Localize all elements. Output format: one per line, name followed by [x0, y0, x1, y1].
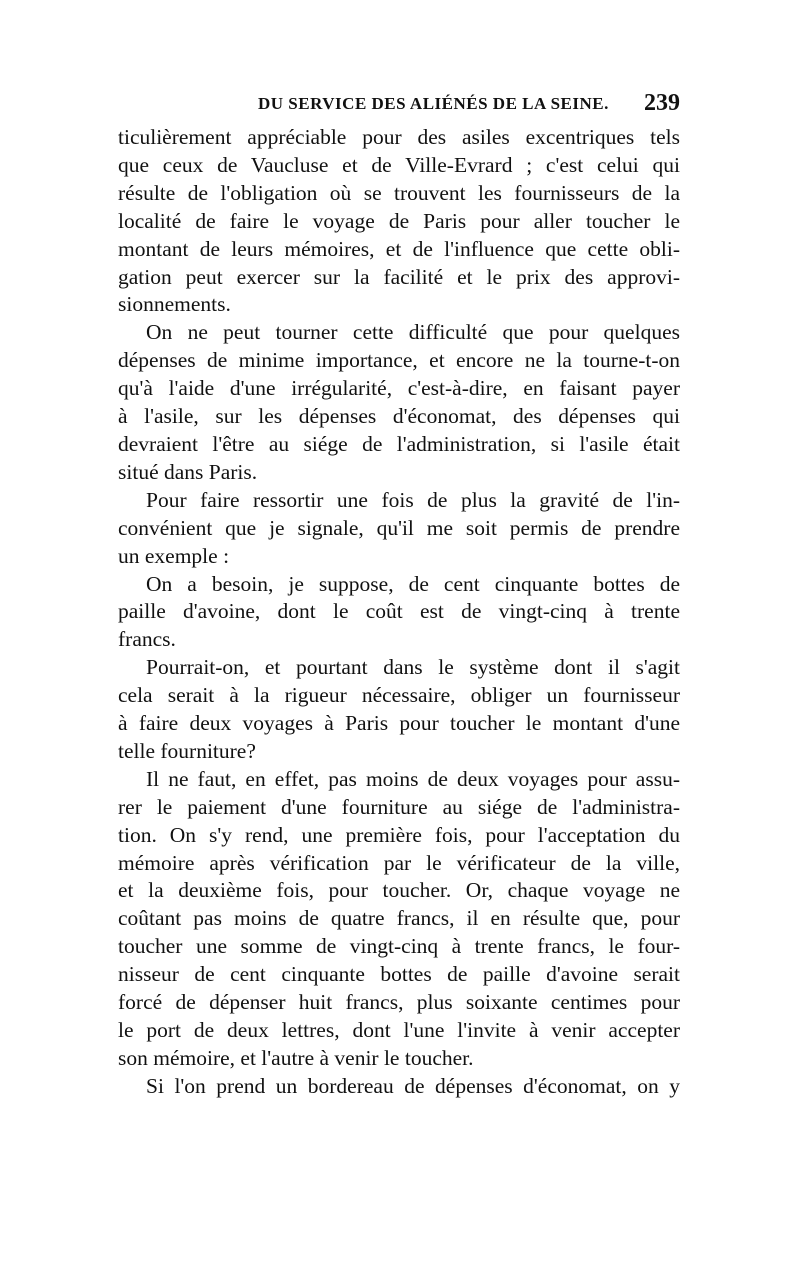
text-line: Il ne faut, en effet, pas moins de deux voyages pour assu- — [146, 766, 680, 791]
paragraph — [118, 654, 680, 766]
text-line: toucher une somme de vingt-cinq à trente francs, le four- — [118, 934, 680, 959]
text-line: situé dans Paris. — [118, 459, 258, 484]
text-line: Pourrait-on, et pourtant dans le système dont il s'agit — [146, 655, 680, 680]
text-line: son mémoire, et l'autre à venir le toucher. — [118, 1045, 474, 1070]
text-line: tion. On s'y rend, une première fois, pour l'acceptation du — [118, 822, 680, 847]
paragraph — [118, 766, 680, 1073]
text-line: un exemple : — [118, 543, 230, 568]
paragraph — [118, 124, 680, 319]
text-line: sionnements. — [118, 292, 231, 317]
text-line: dépenses de minime importance, et encore ne la tourne-t-on — [118, 348, 680, 373]
text-line: résulte de l'obligation où se trouvent les fournisseurs de la — [118, 180, 680, 205]
text-line: devraient l'être au siége de l'administration, si l'asile était — [118, 431, 680, 456]
text-line: cela serait à la rigueur nécessaire, obliger un fournisseur — [118, 683, 680, 708]
paragraph — [118, 571, 680, 655]
text-line: et la deuxième fois, pour toucher. Or, chaque voyage ne — [118, 878, 680, 903]
text-line: Si l'on prend un bordereau de dépenses d'économat, on y — [146, 1073, 680, 1098]
text-line: à l'asile, sur les dépenses d'économat, des dépenses qui — [118, 404, 680, 429]
text-line: On a besoin, je suppose, de cent cinquante bottes de — [146, 571, 680, 596]
text-line: gation peut exercer sur la facilité et le prix des approvi- — [118, 264, 680, 289]
text-line: telle fourniture? — [118, 738, 256, 763]
text-line: qu'à l'aide d'une irrégularité, c'est-à-dire, en faisant payer — [118, 376, 680, 401]
text-line: On ne peut tourner cette difficulté que pour quelques — [146, 320, 680, 345]
running-head — [118, 92, 680, 122]
text-line: coûtant pas moins de quatre francs, il en résulte que, pour — [118, 906, 680, 931]
text-line: montant de leurs mémoires, et de l'influence que cette obli- — [118, 236, 680, 261]
text-line: le port de deux lettres, dont l'une l'invite à venir accepter — [118, 1018, 680, 1042]
running-title: DU SERVICE DES ALIÉNÉS DE LA SEINE. — [258, 94, 609, 113]
paragraph — [118, 487, 680, 571]
paragraph — [118, 319, 680, 486]
text-line: que ceux de Vaucluse et de Ville-Evrard ; c'est celui qui — [118, 152, 680, 177]
text-line: à faire deux voyages à Paris pour toucher le montant d'une — [118, 711, 680, 736]
text-line: ticulièrement appréciable pour des asiles excentriques tels — [118, 125, 680, 149]
text-line: rer le paiement d'une fourniture au siége de l'administra- — [118, 794, 680, 819]
text-line: forcé de dépenser huit francs, plus soixante centimes pour — [118, 990, 680, 1015]
page-number: 239 — [644, 90, 680, 116]
text-line: mémoire après vérification par le vérificateur de la ville, — [118, 850, 680, 875]
text-line: Pour faire ressortir une fois de plus la gravité de l'in- — [146, 487, 680, 512]
text-line: nisseur de cent cinquante bottes de paille d'avoine serait — [118, 962, 680, 987]
text-line: francs. — [118, 627, 176, 652]
body-text — [118, 124, 680, 1101]
text-line: localité de faire le voyage de Paris pour aller toucher le — [118, 208, 680, 233]
paragraph — [118, 1073, 680, 1101]
text-line: convénient que je signale, qu'il me soit permis de prendre — [118, 515, 680, 540]
text-line: paille d'avoine, dont le coût est de vingt-cinq à trente — [118, 599, 680, 624]
